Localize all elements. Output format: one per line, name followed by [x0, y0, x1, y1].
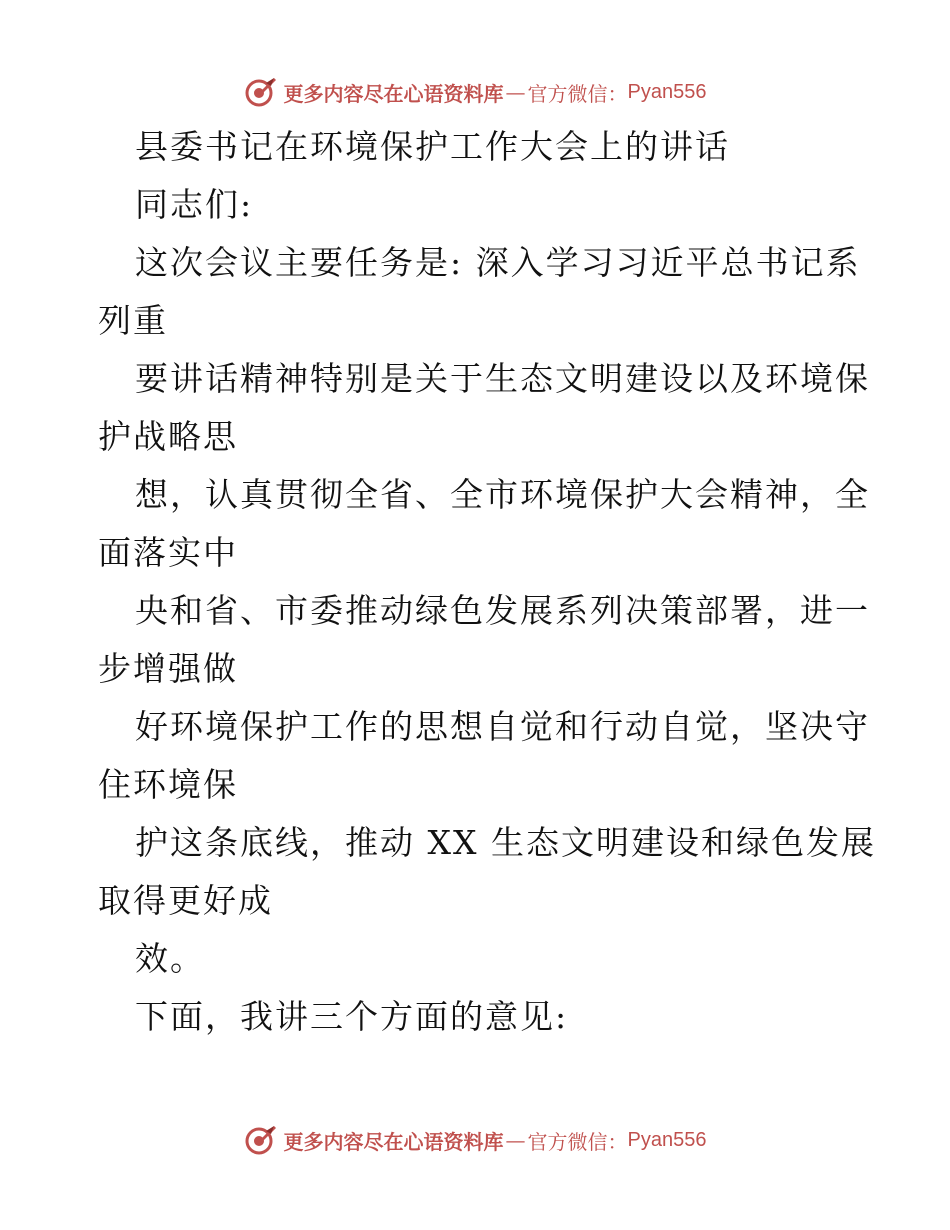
paragraph-line: 好环境保护工作的思想自觉和行动自觉，坚决守: [135, 707, 870, 746]
paragraph-line: 央和省、市委推动绿色发展系列决策部署，进一: [135, 591, 870, 630]
paragraph-line: 护这条底线，推动 XX 生态文明建设和绿色发展: [135, 823, 876, 862]
watermark-wechat-id: Pyan556: [627, 1128, 707, 1151]
header-watermark: [0, 72, 950, 112]
watermark-dash: —: [505, 80, 526, 104]
watermark-brand: 更多内容尽在心语资料库: [283, 81, 504, 106]
paragraph-line: 要讲话精神特别是关于生态文明建设以及环境保: [135, 359, 870, 398]
paragraph-line: 护战略思: [98, 417, 238, 456]
document-body: [98, 118, 876, 1046]
quill-in-circle-icon: [244, 75, 278, 109]
watermark-dash: —: [505, 1128, 526, 1152]
paragraph-line: 想，认真贯彻全省、全市环境保护大会精神，全: [135, 475, 870, 514]
paragraph-line: 步增强做: [98, 649, 238, 688]
quill-in-circle-icon: [244, 1123, 278, 1157]
paragraph-line: 效。: [135, 939, 205, 978]
watermark-official-label: 官方微信：: [527, 81, 628, 106]
salutation: 同志们:: [135, 185, 254, 224]
paragraph-line: 列重: [98, 301, 168, 340]
paragraph-line: 这次会议主要任务是: 深入学习习近平总书记系: [135, 243, 861, 282]
paragraph-line: 面落实中: [98, 533, 238, 572]
footer-watermark: [0, 1120, 950, 1160]
watermark-wechat-id: Pyan556: [627, 80, 707, 103]
watermark-official-label: 官方微信：: [527, 1129, 628, 1154]
watermark-brand: 更多内容尽在心语资料库: [283, 1129, 504, 1154]
document-title: 县委书记在环境保护工作大会上的讲话: [135, 127, 730, 166]
paragraph-line: 下面，我讲三个方面的意见:: [135, 997, 569, 1036]
paragraph-line: 取得更好成: [98, 881, 273, 920]
paragraph-line: 住环境保: [98, 765, 238, 804]
